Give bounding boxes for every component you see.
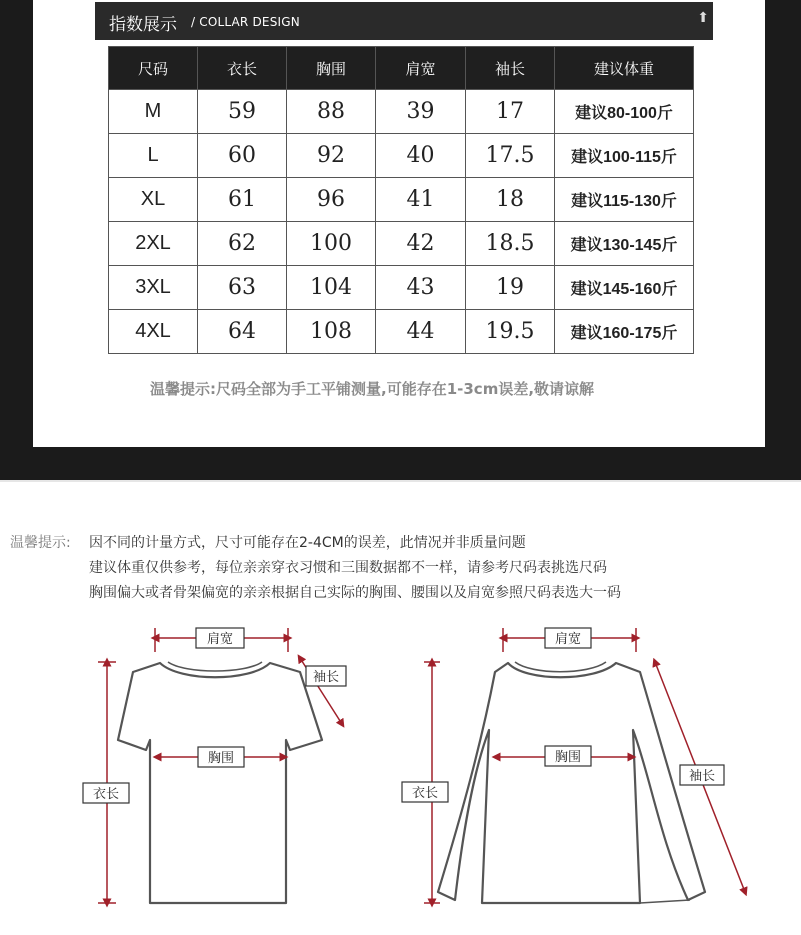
column-header: 胸围 xyxy=(287,47,376,90)
svg-text:衣长: 衣长 xyxy=(92,787,120,802)
svg-text:肩宽: 肩宽 xyxy=(206,632,234,647)
short-length-label xyxy=(83,783,129,803)
cell-shoulder: 42 xyxy=(376,222,466,266)
cell-length: 60 xyxy=(198,134,287,178)
cell-weight: 建议80-100斤 xyxy=(555,90,694,134)
long-sleeve-label xyxy=(680,765,724,785)
cell-sleeve: 19 xyxy=(466,266,555,310)
cell-chest: 92 xyxy=(287,134,376,178)
cell-size: 2XL xyxy=(109,222,198,266)
corner-arrow-icon: ⬆ xyxy=(697,10,709,26)
long-sleeve-shirt xyxy=(438,662,705,903)
cell-length: 64 xyxy=(198,310,287,354)
column-header: 建议体重 xyxy=(555,47,694,90)
notes-line-1: 因不同的计量方式，尺寸可能存在2-4CM的误差，此情况并非质量问题 xyxy=(89,535,526,551)
cell-weight: 建议115-130斤 xyxy=(555,178,694,222)
cell-shoulder: 41 xyxy=(376,178,466,222)
cell-shoulder: 43 xyxy=(376,266,466,310)
cell-weight: 建议130-145斤 xyxy=(555,222,694,266)
short-sleeve-shirt xyxy=(118,662,322,903)
title-text: 指数展示 xyxy=(109,15,177,35)
cell-sleeve: 17.5 xyxy=(466,134,555,178)
cell-size: 3XL xyxy=(109,266,198,310)
cell-sleeve: 19.5 xyxy=(466,310,555,354)
size-table xyxy=(108,46,694,354)
short-sleeve-label xyxy=(306,666,346,686)
table-row xyxy=(109,266,694,310)
svg-text:衣长: 衣长 xyxy=(411,786,439,801)
cell-size: M xyxy=(109,90,198,134)
cell-shoulder: 39 xyxy=(376,90,466,134)
cell-sleeve: 17 xyxy=(466,90,555,134)
cell-weight: 建议145-160斤 xyxy=(555,266,694,310)
short-chest-label xyxy=(198,747,244,767)
cell-chest: 108 xyxy=(287,310,376,354)
column-header: 肩宽 xyxy=(376,47,466,90)
cell-length: 61 xyxy=(198,178,287,222)
cell-weight: 建议100-115斤 xyxy=(555,134,694,178)
table-row xyxy=(109,310,694,354)
column-header: 袖长 xyxy=(466,47,555,90)
cell-chest: 88 xyxy=(287,90,376,134)
cell-weight: 建议160-175斤 xyxy=(555,310,694,354)
svg-text:胸围: 胸围 xyxy=(207,751,235,766)
table-row xyxy=(109,90,694,134)
cell-chest: 100 xyxy=(287,222,376,266)
svg-text:胸围: 胸围 xyxy=(554,750,582,765)
cell-chest: 96 xyxy=(287,178,376,222)
long-length-label xyxy=(402,782,448,802)
table-row xyxy=(109,222,694,266)
subtitle-text: / COLLAR DESIGN xyxy=(191,15,300,29)
cell-shoulder: 40 xyxy=(376,134,466,178)
column-header: 尺码 xyxy=(109,47,198,90)
notes-label: 温馨提示: xyxy=(10,535,71,551)
cell-length: 59 xyxy=(198,90,287,134)
table-row xyxy=(109,178,694,222)
notes-line-2: 建议体重仅供参考，每位亲亲穿衣习惯和三围数据都不一样，请参考尺码表挑选尺码 xyxy=(89,560,607,576)
long-shoulder-label xyxy=(545,628,591,648)
cell-size: 4XL xyxy=(109,310,198,354)
title-bar xyxy=(95,2,713,40)
cell-shoulder: 44 xyxy=(376,310,466,354)
measurement-diagram xyxy=(0,600,801,935)
long-chest-label xyxy=(545,746,591,766)
table-header-row xyxy=(109,47,694,90)
cell-chest: 104 xyxy=(287,266,376,310)
cell-size: XL xyxy=(109,178,198,222)
notes-line-3: 胸围偏大或者骨架偏宽的亲亲根据自己实际的胸围、腰围以及肩宽参照尺码表选大一码 xyxy=(89,585,621,601)
table-row xyxy=(109,134,694,178)
svg-text:袖长: 袖长 xyxy=(688,769,716,784)
short-shoulder-label xyxy=(196,628,244,648)
cell-sleeve: 18 xyxy=(466,178,555,222)
svg-text:袖长: 袖长 xyxy=(312,670,340,685)
cell-size: L xyxy=(109,134,198,178)
measurement-tip: 温馨提示:尺码全部为手工平铺测量,可能存在1-3cm误差,敬请谅解 xyxy=(150,380,595,398)
cell-length: 62 xyxy=(198,222,287,266)
cell-sleeve: 18.5 xyxy=(466,222,555,266)
cell-length: 63 xyxy=(198,266,287,310)
svg-text:肩宽: 肩宽 xyxy=(554,632,582,647)
column-header: 衣长 xyxy=(198,47,287,90)
divider xyxy=(0,480,801,482)
